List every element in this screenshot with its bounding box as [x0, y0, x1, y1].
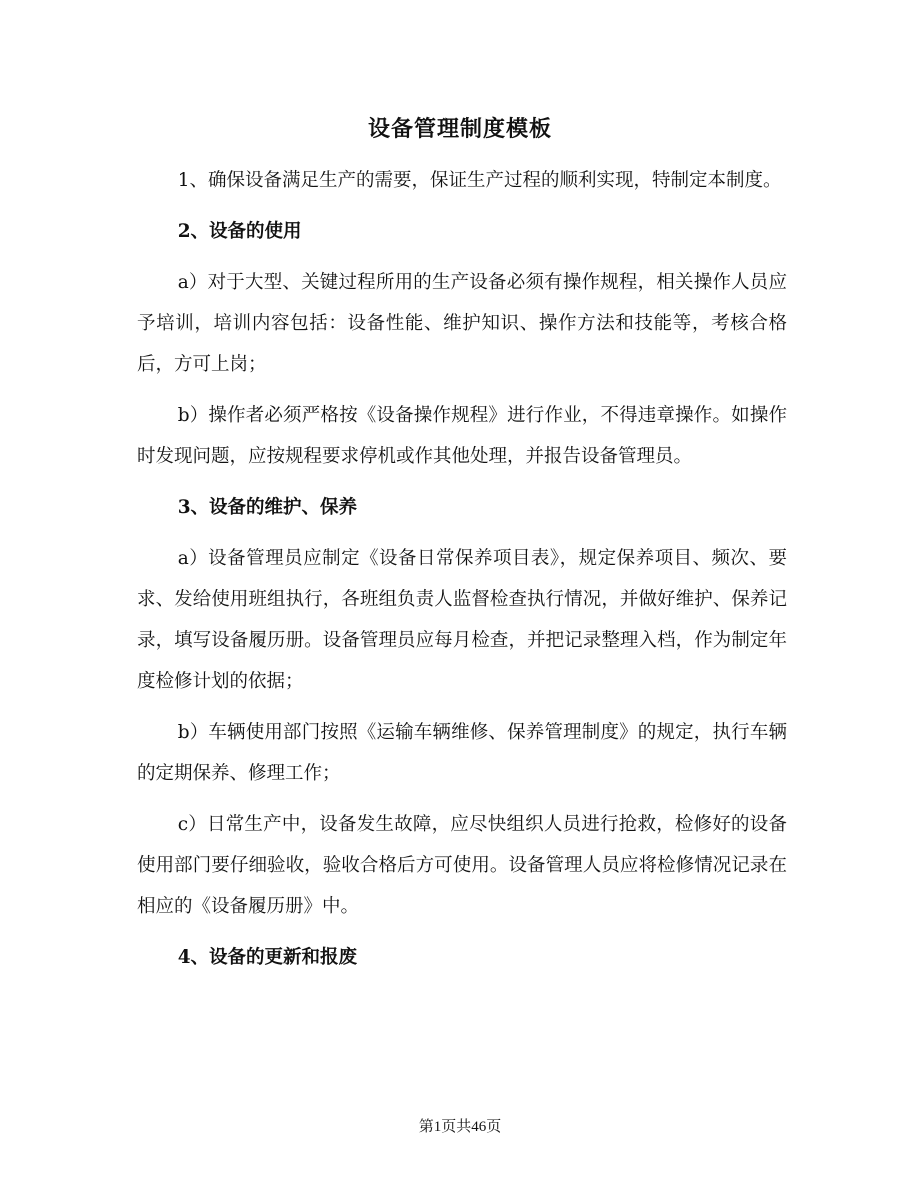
section-heading-maintenance: 3、设备的维护、保养	[177, 497, 358, 518]
paragraph-3c: c）日常生产中，设备发生故障，应尽快组织人员进行抢救，检修好的设备使用部门要仔细验收，验收合格后方可使用。设备管理人员应将检修情况记录在相应的《设备履历册》中。	[137, 814, 787, 917]
page-number-footer: 第1页共46页	[418, 1119, 502, 1135]
paragraph-3b: b）车辆使用部门按照《运输车辆维修、保养管理制度》的规定，执行车辆的定期保养、修理工作；	[137, 722, 787, 784]
section-heading-renewal: 4、设备的更新和报废	[177, 947, 358, 968]
paragraph-3a: a）设备管理员应制定《设备日常保养项目表》，规定保养项目、频次、要求、发给使用班组执行，各班组负责人监督检查执行情况，并做好维护、保养记录，填写设备履历册。设备管理员应每月检查，并把记录整理入档，作为制定年度检修计划的依据；	[137, 548, 787, 692]
paragraph-2a: a）对于大型、关键过程所用的生产设备必须有操作规程，相关操作人员应予培训，培训内容包括：设备性能、维护知识、操作方法和技能等，考核合格后，方可上岗；	[137, 272, 787, 375]
section-heading-usage: 2、设备的使用	[177, 221, 302, 242]
paragraph-1: 1、确保设备满足生产的需要，保证生产过程的顺利实现，特制定本制度。	[177, 170, 782, 191]
document-title: 设备管理制度模板	[367, 116, 552, 142]
paragraph-2b: b）操作者必须严格按《设备操作规程》进行作业，不得违章操作。如操作时发现问题，应按规程要求停机或作其他处理，并报告设备管理员。	[137, 405, 787, 467]
document-body	[137, 160, 787, 988]
